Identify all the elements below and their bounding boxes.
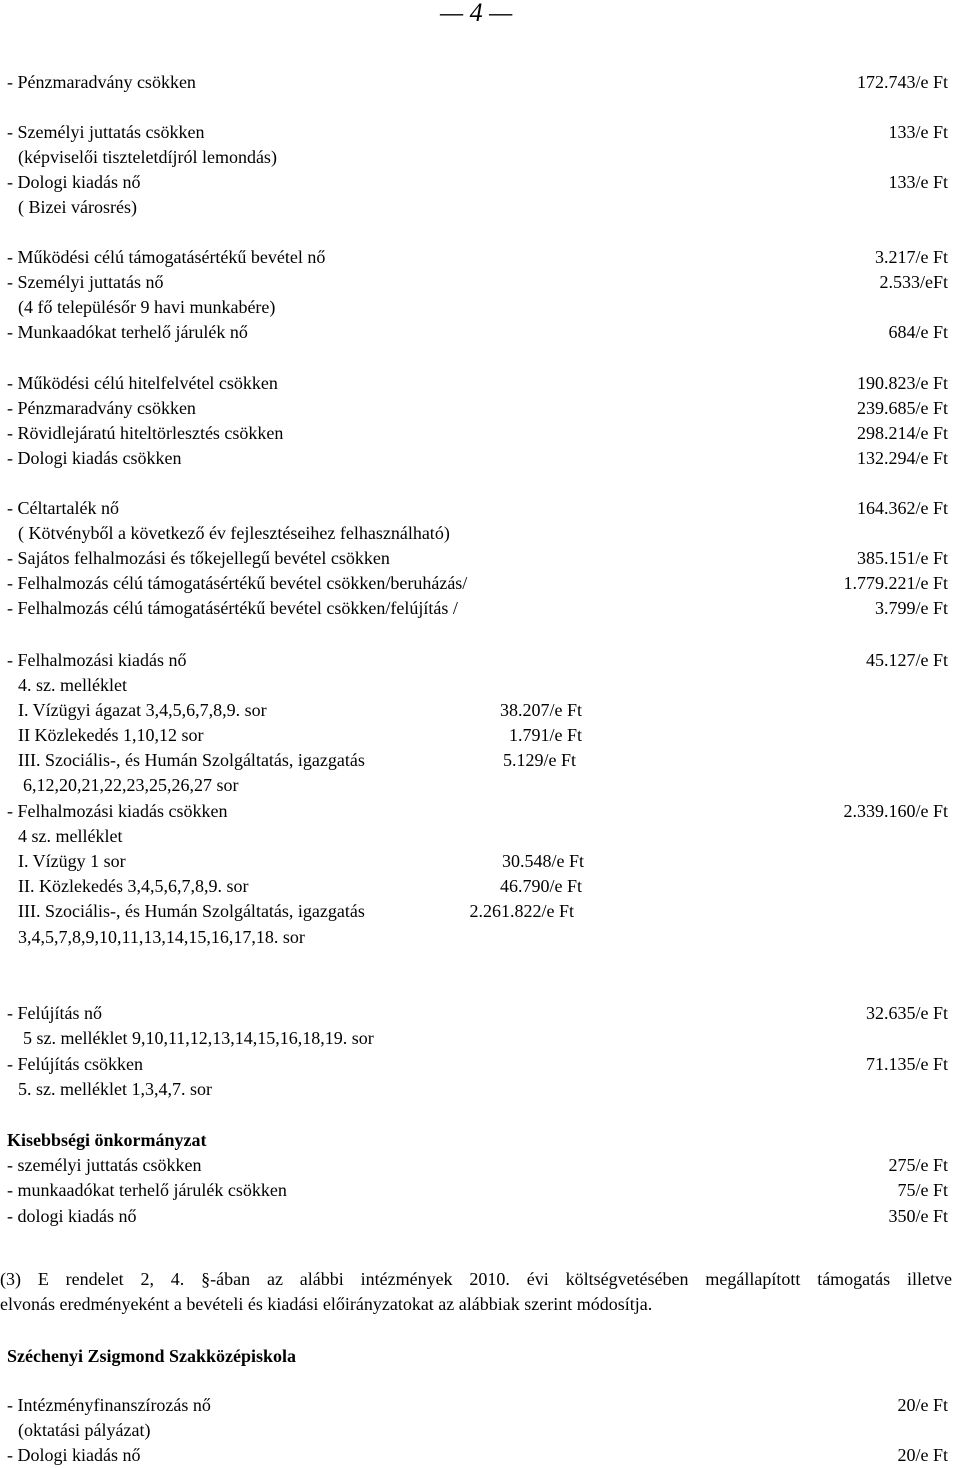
entry-sub-amount: 2.261.822/e Ft: [469, 901, 574, 921]
entry-amount: 684/e Ft: [888, 322, 948, 342]
entry-sub-label: III. Szociális-, és Humán Szolgáltatás, igazgatás: [18, 750, 365, 770]
entry-label: - Működési célú hitelfelvétel csökken: [7, 373, 278, 393]
entry-amount: 20/e Ft: [897, 1445, 948, 1465]
entry-amount: 133/e Ft: [888, 122, 948, 142]
entry-amount: 75/e Ft: [897, 1180, 948, 1200]
entry-sub-label: II. Közlekedés 3,4,5,6,7,8,9. sor: [18, 876, 249, 896]
entry-amount: 45.127/e Ft: [865, 650, 948, 670]
entry-label: - személyi juttatás csökken: [7, 1155, 202, 1175]
entry-amount: 164.362/e Ft: [856, 498, 948, 518]
entry-amount: 2.339.160/e Ft: [843, 801, 948, 821]
entry-amount: 71.135/e Ft: [865, 1054, 948, 1074]
entry-label: - Személyi juttatás nő: [7, 272, 164, 292]
entry-note: 6,12,20,21,22,23,25,26,27 sor: [23, 775, 239, 795]
entry-note: 4. sz. melléklet: [18, 675, 127, 695]
entry-amount: 3.217/e Ft: [874, 247, 948, 267]
entry-amount: 298.214/e Ft: [856, 423, 948, 443]
entry-label: - Személyi juttatás csökken: [7, 122, 205, 142]
entry-label: - Felújítás nő: [7, 1003, 102, 1023]
entry-amount: 3.799/e Ft: [874, 598, 948, 618]
paragraph-line: (3) E rendelet 2, 4. §-ában az alábbi intézmények 2010. évi költségvetésében megállapított támogatás illetve: [0, 1269, 952, 1289]
paragraph-line: elvonás eredményeként a bevételi és kiadási előirányzatokat az alábbiak szerint módosítja.: [0, 1294, 653, 1314]
entry-label: - Felhalmozási kiadás csökken: [7, 801, 228, 821]
entry-label: - Felhalmozás célú támogatásértékű bevétel csökken/beruházás/: [7, 573, 468, 593]
entry-label: - Pénzmaradvány csökken: [7, 398, 196, 418]
entry-label: - Céltartalék nő: [7, 498, 119, 518]
entry-amount: 385.151/e Ft: [856, 548, 948, 568]
entry-label: - Dologi kiadás nő: [7, 1445, 141, 1465]
entry-note: (4 fő településőr 9 havi munkabére): [18, 297, 276, 317]
entry-label: - dologi kiadás nő: [7, 1206, 137, 1226]
entry-label: - Intézményfinanszírozás nő: [7, 1395, 211, 1415]
entry-amount: 20/e Ft: [897, 1395, 948, 1415]
entry-label: - munkaadókat terhelő járulék csökken: [7, 1180, 287, 1200]
entry-note: (képviselői tiszteletdíjról lemondás): [18, 147, 277, 167]
entry-sub-label: III. Szociális-, és Humán Szolgáltatás, igazgatás: [18, 901, 365, 921]
entry-label: - Sajátos felhalmozási és tőkejellegű bevétel csökken: [7, 548, 390, 568]
entry-note: ( Bizei városrés): [18, 197, 137, 217]
entry-note: 4 sz. melléklet: [18, 826, 123, 846]
entry-note: ( Kötvényből a következő év fejlesztéseihez felhasználható): [18, 523, 450, 543]
entry-label: - Rövidlejáratú hiteltörlesztés csökken: [7, 423, 284, 443]
entry-amount: 190.823/e Ft: [856, 373, 948, 393]
entry-label: - Dologi kiadás csökken: [7, 448, 182, 468]
entry-note: 3,4,5,7,8,9,10,11,13,14,15,16,17,18. sor: [18, 927, 305, 947]
entry-sub-label: I. Vízügyi ágazat 3,4,5,6,7,8,9. sor: [18, 700, 267, 720]
entry-note: 5 sz. melléklet 9,10,11,12,13,14,15,16,18,19. sor: [23, 1028, 374, 1048]
entry-label: - Felújítás csökken: [7, 1054, 143, 1074]
entry-label: - Dologi kiadás nő: [7, 172, 141, 192]
entry-sub-amount: 38.207/e Ft: [499, 700, 582, 720]
entry-amount: 32.635/e Ft: [865, 1003, 948, 1023]
entry-amount: 2.533/eFt: [879, 272, 948, 292]
entry-sub-amount: 1.791/e Ft: [508, 725, 582, 745]
entry-sub-amount: 46.790/e Ft: [499, 876, 582, 896]
page-number: — 4 —: [440, 0, 513, 27]
entry-label: - Felhalmozás célú támogatásértékű bevétel csökken/felújítás /: [7, 598, 458, 618]
entry-sub-amount: 5.129/e Ft: [502, 750, 576, 770]
entry-sub-label: I. Vízügy 1 sor: [18, 851, 126, 871]
entry-sub-amount: 30.548/e Ft: [501, 851, 584, 871]
section-heading: Széchenyi Zsigmond Szakközépiskola: [7, 1346, 297, 1366]
entry-amount: 172.743/e Ft: [856, 72, 948, 92]
section-heading: Kisebbségi önkormányzat: [7, 1130, 207, 1150]
entry-amount: 133/e Ft: [888, 172, 948, 192]
entry-label: - Munkaadókat terhelő járulék nő: [7, 322, 248, 342]
entry-amount: 239.685/e Ft: [856, 398, 948, 418]
entry-amount: 1.779.221/e Ft: [843, 573, 948, 593]
entry-label: - Felhalmozási kiadás nő: [7, 650, 187, 670]
entry-amount: 132.294/e Ft: [856, 448, 948, 468]
entry-label: - Működési célú támogatásértékű bevétel nő: [7, 247, 326, 267]
entry-label: - Pénzmaradvány csökken: [7, 72, 196, 92]
entry-note: (oktatási pályázat): [18, 1420, 151, 1440]
entry-amount: 275/e Ft: [888, 1155, 948, 1175]
entry-amount: 350/e Ft: [888, 1206, 948, 1226]
entry-note: 5. sz. melléklet 1,3,4,7. sor: [18, 1079, 212, 1099]
entry-sub-label: II Közlekedés 1,10,12 sor: [18, 725, 204, 745]
